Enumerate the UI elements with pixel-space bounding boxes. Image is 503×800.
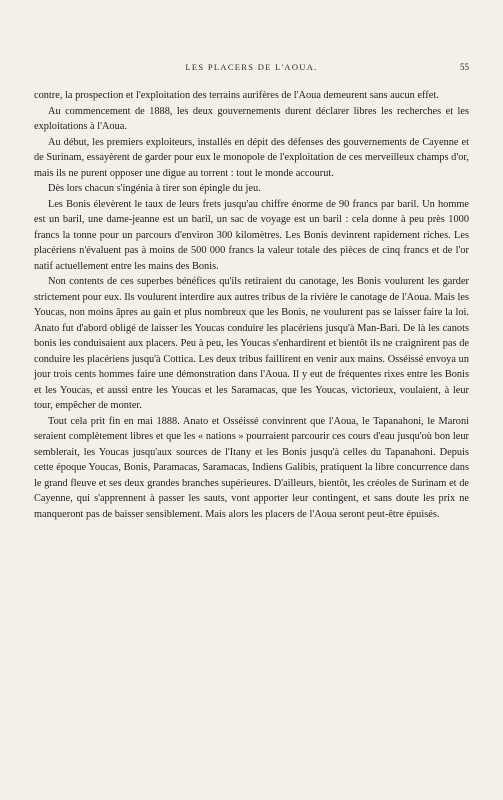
paragraph: Tout cela prit fin en mai 1888. Anato et Osséissé convinrent que l'Aoua, le Tapanahoni, le Maroni seraient complètement libres et que les « nations » pourraient parcourir ces cours d'eau jusqu'où bon leur semblerait, les Youcas jusqu'aux sources de l'Itany et les Bonis jusqu'à celles du Tapanahoni. Depuis cette époque Youcas, Bonis, Paramacas, Saramacas, Indiens Galibis, pratiquent la libre concurrence dans le grand fleuve et ses deux grandes branches supérieures. D'ailleurs, bientôt, les créoles de Surinam et de Cayenne, qui s'apprennent à passer les sauts, vont apporter leur contingent, et sans doute les prix ne manqueront pas de baisser sensiblement. Mais alors les placers de l'Aoua seront peut-être épuisés. [34, 415, 469, 520]
running-title: LES PLACERS DE L'AOUA. [185, 62, 318, 72]
paragraph: Les Bonis élevèrent le taux de leurs frets jusqu'au chiffre énorme de 90 francs par baril. Un homme est un baril, une dame-jeanne est un baril, un sac de voyage est un baril : cela donne à peu près 1000 francs la tonne pour un parcours d'environ 300 kilomètres. Les Bonis devinrent rapidement riches. Les placériens n'évaluent pas à moins de 500 000 francs la valeur totale des pièces de cinq francs et de l'or natif actuellement entre les mains des Bonis. [34, 198, 469, 272]
paragraph: Dès lors chacun s'ingénia à tirer son épingle du jeu. [48, 183, 261, 194]
page-number: 55 [460, 62, 469, 72]
page-header [34, 62, 469, 78]
paragraph: Au début, les premiers exploiteurs, installés en dépit des défenses des gouvernements de Cayenne et de Surinam, essayèrent de garder pour eux le monopole de l'exploitation de ces merveilleux champs d'or, mais ils ne purent opposer une digue au torrent : tout le monde accourut. [34, 136, 469, 179]
body-text [34, 88, 469, 522]
paragraph: contre, la prospection et l'exploitation des terrains aurifères de l'Aoua demeurent sans aucun effet. [34, 90, 439, 101]
paragraph: Au commencement de 1888, les deux gouvernements durent déclarer libres les recherches et les exploitations à l'Aoua. [34, 105, 469, 132]
paragraph: Non contents de ces superbes bénéfices qu'ils retiraient du canotage, les Bonis voulurent les garder strictement pour eux. Ils voulurent interdire aux autres tribus de la rivière le canotage de l'Aoua. Mais les Youcas, non moins âpres au gain et plus nombreux que les Bonis, ne voulurent pas se laisser faire la loi. Anato fut d'abord obligé de laisser les Youcas conduire les placériens jusqu'à Man-Bari. De là les canots bonis les conduisaient aux placers. Peu à peu, les Youcas s'enhardirent et bientôt ils ne craignirent pas de conduire les placériens jusqu'à Cottica. Les deux tribus faillirent en venir aux mains. Osséissé envoya un jour trois cents hommes faire une démonstration dans l'Aoua. Il y eut de fréquentes rixes entre les Bonis et les Youcas, et aussi entre les Youcas et les Saramacas, que les Youcas, victorieux, voulaient, à leur tour, empêcher de monter. [34, 276, 469, 411]
